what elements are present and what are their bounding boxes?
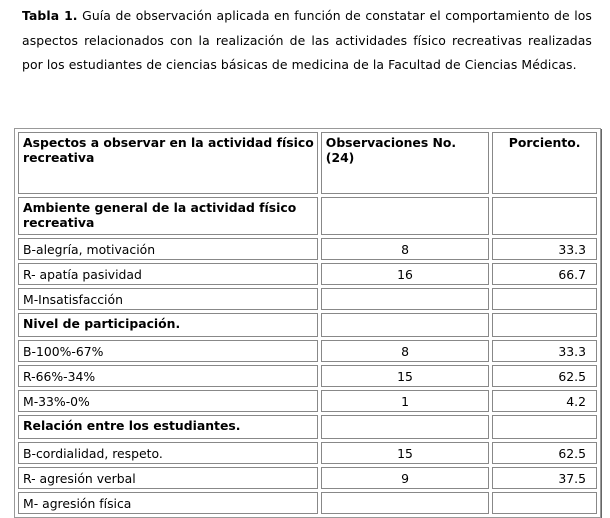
header-observations: Observaciones No. (24) (321, 132, 490, 194)
row-label: M- agresión física (18, 492, 318, 514)
section-row (18, 197, 597, 235)
caption-text: Guía de observación aplicada en función de constatar el comportamiento de los aspectos relacionados con la realización de las actividades físico recreativas realizadas por los estudiantes de ciencias básicas de medicina de la Facultad de Ciencias Médicas. (22, 8, 592, 72)
row-label: M-33%-0% (18, 390, 318, 412)
row-percent (492, 288, 597, 310)
row-percent: 62.5 (492, 365, 597, 387)
row-percent: 33.3 (492, 238, 597, 260)
row-observations: 8 (321, 340, 490, 362)
table-row (18, 442, 597, 464)
row-label: B-alegría, motivación (18, 238, 318, 260)
row-label: R-66%-34% (18, 365, 318, 387)
row-label: M-Insatisfacción (18, 288, 318, 310)
section-row (18, 415, 597, 439)
table-row (18, 390, 597, 412)
empty-cell (492, 197, 597, 235)
row-label: B-100%-67% (18, 340, 318, 362)
observation-table (14, 128, 601, 518)
table-header-row (18, 132, 597, 194)
row-observations: 16 (321, 263, 490, 285)
section-title: Ambiente general de la actividad físico recreativa (18, 197, 318, 235)
row-observations: 1 (321, 390, 490, 412)
row-percent (492, 492, 597, 514)
empty-cell (492, 415, 597, 439)
header-percent: Porciento. (492, 132, 597, 194)
section-title: Nivel de participación. (18, 313, 318, 337)
row-percent: 66.7 (492, 263, 597, 285)
row-observations: 8 (321, 238, 490, 260)
empty-cell (492, 313, 597, 337)
table-row (18, 288, 597, 310)
table-row (18, 365, 597, 387)
row-label: R- agresión verbal (18, 467, 318, 489)
row-label: B-cordialidad, respeto. (18, 442, 318, 464)
section-row (18, 313, 597, 337)
row-percent: 62.5 (492, 442, 597, 464)
row-observations (321, 288, 490, 310)
row-observations: 15 (321, 442, 490, 464)
table-caption (22, 4, 592, 78)
row-observations: 9 (321, 467, 490, 489)
row-percent: 37.5 (492, 467, 597, 489)
section-title: Relación entre los estudiantes. (18, 415, 318, 439)
table-row (18, 467, 597, 489)
caption-label: Tabla 1. (22, 8, 78, 23)
empty-cell (321, 197, 490, 235)
row-observations (321, 492, 490, 514)
table-row (18, 263, 597, 285)
table-row (18, 238, 597, 260)
row-percent: 4.2 (492, 390, 597, 412)
empty-cell (321, 313, 490, 337)
table-row (18, 340, 597, 362)
header-aspects: Aspectos a observar en la actividad físico recreativa (18, 132, 318, 194)
row-percent: 33.3 (492, 340, 597, 362)
empty-cell (321, 415, 490, 439)
row-label: R- apatía pasividad (18, 263, 318, 285)
table-row (18, 492, 597, 514)
row-observations: 15 (321, 365, 490, 387)
